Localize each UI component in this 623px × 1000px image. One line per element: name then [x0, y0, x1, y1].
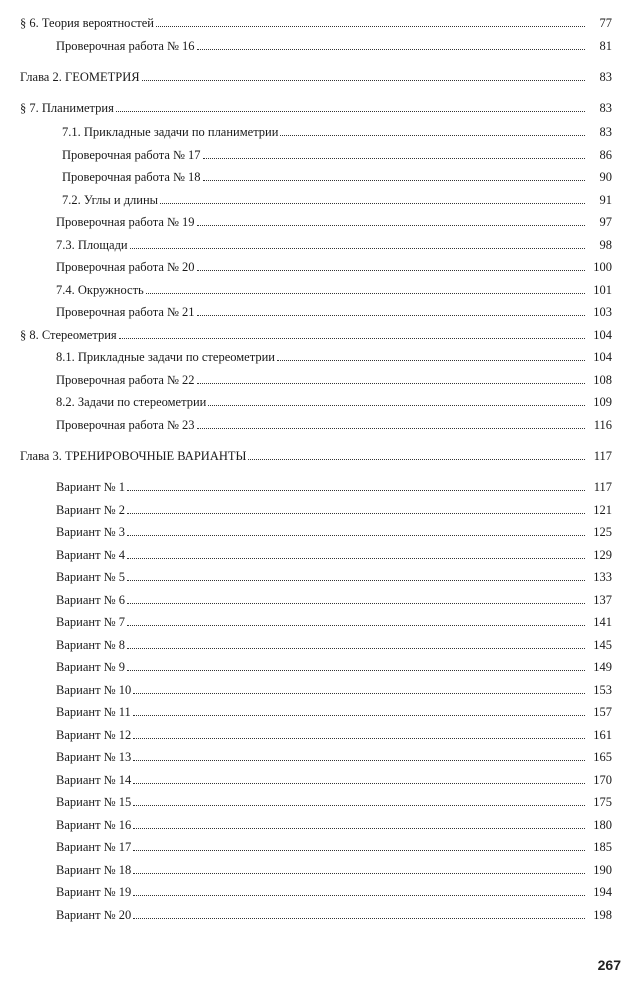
toc-entry-title: Проверочная работа № 18 — [62, 170, 201, 184]
toc-entry-page: 81 — [599, 39, 612, 53]
toc-entry-test-22[interactable] — [56, 367, 612, 387]
toc-entry-page: 180 — [593, 818, 612, 832]
toc-entry-title: Проверочная работа № 22 — [56, 373, 195, 387]
toc-entry-variant-20[interactable] — [56, 902, 612, 922]
toc-entry-page: 194 — [593, 885, 612, 899]
toc-entry-page: 117 — [593, 449, 612, 463]
dot-leader — [197, 428, 585, 429]
toc-entry-variant-9[interactable] — [56, 654, 612, 674]
toc-entry-title: 8.1. Прикладные задачи по стереометрии — [56, 350, 275, 364]
toc-entry-variant-12[interactable] — [56, 722, 612, 742]
toc-entry-subsection-8-1[interactable] — [56, 344, 612, 364]
dot-leader — [133, 850, 585, 851]
toc-entry-title: Вариант № 1 — [56, 480, 125, 494]
dot-leader — [127, 603, 585, 604]
toc-entry-test-19[interactable] — [56, 209, 612, 229]
dot-leader — [133, 873, 585, 874]
toc-entry-title: Вариант № 5 — [56, 570, 125, 584]
toc-entry-variant-14[interactable] — [56, 767, 612, 787]
toc-entry-page: 100 — [593, 260, 612, 274]
toc-entry-subsection-7-3[interactable] — [56, 232, 612, 252]
page-number: 267 — [597, 957, 621, 973]
toc-entry-page: 109 — [593, 395, 612, 409]
toc-entry-title: Проверочная работа № 23 — [56, 418, 195, 432]
toc-entry-title: Вариант № 16 — [56, 818, 132, 832]
toc-entry-title: 8.2. Задачи по стереометрии — [56, 395, 207, 409]
toc-entry-page: 125 — [593, 525, 612, 539]
toc-entry-title: Вариант № 20 — [56, 908, 132, 922]
toc-entry-page: 149 — [593, 660, 612, 674]
toc-entry-page: 103 — [593, 305, 612, 319]
toc-entry-title: Вариант № 18 — [56, 863, 132, 877]
dot-leader — [146, 293, 585, 294]
dot-leader — [133, 783, 585, 784]
toc-entry-page: 141 — [593, 615, 612, 629]
toc-entry-section-6[interactable] — [20, 10, 612, 30]
toc-entry-title: Проверочная работа № 16 — [56, 39, 195, 53]
dot-leader — [133, 805, 585, 806]
toc-entry-page: 137 — [593, 593, 612, 607]
toc-entry-test-23[interactable] — [56, 412, 612, 432]
toc-entry-title: 7.2. Углы и длины — [62, 193, 159, 207]
toc-entry-title: Вариант № 7 — [56, 615, 125, 629]
toc-entry-title: Вариант № 4 — [56, 548, 125, 562]
toc-entry-page: 129 — [593, 548, 612, 562]
dot-leader — [127, 490, 585, 491]
toc-entry-variant-7[interactable] — [56, 609, 612, 629]
toc-entry-page: 83 — [599, 101, 612, 115]
dot-leader — [203, 180, 585, 181]
toc-entry-variant-5[interactable] — [56, 564, 612, 584]
toc-entry-page: 121 — [593, 503, 612, 517]
dot-leader — [208, 405, 585, 406]
toc-entry-title: § 7. Планиметрия — [20, 101, 114, 115]
dot-leader — [127, 535, 585, 536]
toc-entry-title: Вариант № 2 — [56, 503, 125, 517]
toc-entry-title: Вариант № 3 — [56, 525, 125, 539]
dot-leader — [248, 459, 585, 460]
toc-entry-title: Вариант № 8 — [56, 638, 125, 652]
toc-entry-page: 83 — [599, 125, 612, 139]
toc-entry-title: Вариант № 17 — [56, 840, 132, 854]
toc-entry-title: Вариант № 9 — [56, 660, 125, 674]
toc-entry-chapter-3[interactable] — [20, 443, 612, 463]
toc-entry-page: 116 — [593, 418, 612, 432]
toc-entry-variant-2[interactable] — [56, 497, 612, 517]
toc-entry-page: 83 — [599, 70, 612, 84]
toc-entry-chapter-2[interactable] — [20, 64, 612, 84]
dot-leader — [127, 648, 585, 649]
toc-entry-title: Проверочная работа № 21 — [56, 305, 195, 319]
dot-leader — [133, 715, 585, 716]
toc-entry-title: § 6. Теория вероятностей — [20, 16, 154, 30]
toc-entry-page: 153 — [593, 683, 612, 697]
toc-entry-title: Проверочная работа № 19 — [56, 215, 195, 229]
dot-leader — [197, 383, 585, 384]
dot-leader — [197, 225, 585, 226]
dot-leader — [130, 248, 585, 249]
toc-entry-variant-16[interactable] — [56, 812, 612, 832]
dot-leader — [133, 828, 585, 829]
toc-entry-variant-13[interactable] — [56, 744, 612, 764]
toc-entry-page: 77 — [599, 16, 612, 30]
toc-entry-title: Вариант № 19 — [56, 885, 132, 899]
toc-entry-page: 90 — [599, 170, 612, 184]
toc-entry-variant-1[interactable] — [56, 474, 612, 494]
toc-entry-title: Проверочная работа № 20 — [56, 260, 195, 274]
dot-leader — [127, 513, 585, 514]
toc-entry-title: Вариант № 14 — [56, 773, 132, 787]
toc-entry-title: Вариант № 13 — [56, 750, 132, 764]
dot-leader — [133, 918, 585, 919]
dot-leader — [127, 625, 585, 626]
toc-entry-page: 198 — [593, 908, 612, 922]
toc-entry-test-17[interactable] — [62, 142, 612, 162]
toc-entry-title: 7.3. Площади — [56, 238, 128, 252]
toc-entry-test-20[interactable] — [56, 254, 612, 274]
toc-entry-page: 165 — [593, 750, 612, 764]
dot-leader — [160, 203, 585, 204]
toc-entry-title: Проверочная работа № 17 — [62, 148, 201, 162]
toc-entry-variant-4[interactable] — [56, 542, 612, 562]
dot-leader — [280, 135, 585, 136]
toc-entry-title: Вариант № 11 — [56, 705, 131, 719]
toc-entry-page: 97 — [599, 215, 612, 229]
toc-entry-section-7[interactable] — [20, 95, 612, 115]
toc-entry-variant-15[interactable] — [56, 789, 612, 809]
toc-entry-variant-11[interactable] — [56, 699, 612, 719]
dot-leader — [142, 80, 585, 81]
toc-entry-page: 104 — [593, 350, 612, 364]
toc-entry-title: 7.4. Окружность — [56, 283, 144, 297]
toc-entry-variant-18[interactable] — [56, 857, 612, 877]
toc-entry-page: 145 — [593, 638, 612, 652]
dot-leader — [197, 315, 585, 316]
toc-entry-title: Вариант № 12 — [56, 728, 132, 742]
dot-leader — [197, 270, 585, 271]
dot-leader — [127, 558, 585, 559]
dot-leader — [127, 670, 585, 671]
toc-entry-title: Глава 2. ГЕОМЕТРИЯ — [20, 70, 140, 84]
toc-entry-variant-6[interactable] — [56, 587, 612, 607]
toc-entry-subsection-7-2[interactable] — [62, 187, 612, 207]
toc-entry-subsection-7-1[interactable] — [62, 119, 612, 139]
toc-entry-page: 117 — [593, 480, 612, 494]
dot-leader — [197, 49, 585, 50]
dot-leader — [277, 360, 585, 361]
dot-leader — [133, 693, 585, 694]
toc-entry-variant-8[interactable] — [56, 632, 612, 652]
toc-entry-section-8[interactable] — [20, 322, 612, 342]
toc-entry-subsection-7-4[interactable] — [56, 277, 612, 297]
toc-entry-title: Вариант № 10 — [56, 683, 132, 697]
toc-entry-variant-10[interactable] — [56, 677, 612, 697]
toc-entry-page: 190 — [593, 863, 612, 877]
toc-entry-page: 133 — [593, 570, 612, 584]
toc-entry-title: 7.1. Прикладные задачи по планиметрии — [62, 125, 279, 139]
toc-entry-variant-19[interactable] — [56, 879, 612, 899]
dot-leader — [133, 760, 585, 761]
toc-entry-title: Вариант № 15 — [56, 795, 132, 809]
toc-entry-page: 185 — [593, 840, 612, 854]
toc-entry-page: 175 — [593, 795, 612, 809]
dot-leader — [156, 26, 585, 27]
toc-entry-page: 91 — [599, 193, 612, 207]
dot-leader — [119, 338, 585, 339]
toc-entry-page: 157 — [593, 705, 612, 719]
toc-entry-page: 108 — [593, 373, 612, 387]
toc-entry-page: 98 — [599, 238, 612, 252]
toc-entry-subsection-8-2[interactable] — [56, 389, 612, 409]
table-of-contents — [20, 0, 612, 1000]
toc-entry-test-21[interactable] — [56, 299, 612, 319]
toc-entry-page: 161 — [593, 728, 612, 742]
toc-entry-page: 170 — [593, 773, 612, 787]
toc-entry-test-16[interactable] — [56, 33, 612, 53]
dot-leader — [116, 111, 585, 112]
dot-leader — [203, 158, 585, 159]
toc-entry-variant-17[interactable] — [56, 834, 612, 854]
toc-entry-page: 86 — [599, 148, 612, 162]
dot-leader — [133, 738, 585, 739]
dot-leader — [127, 580, 585, 581]
toc-entry-title: § 8. Стереометрия — [20, 328, 117, 342]
dot-leader — [133, 895, 585, 896]
toc-entry-test-18[interactable] — [62, 164, 612, 184]
toc-entry-title: Глава 3. ТРЕНИРОВОЧНЫЕ ВАРИАНТЫ — [20, 449, 247, 463]
toc-entry-page: 101 — [593, 283, 612, 297]
toc-entry-variant-3[interactable] — [56, 519, 612, 539]
toc-entry-title: Вариант № 6 — [56, 593, 125, 607]
toc-entry-page: 104 — [593, 328, 612, 342]
